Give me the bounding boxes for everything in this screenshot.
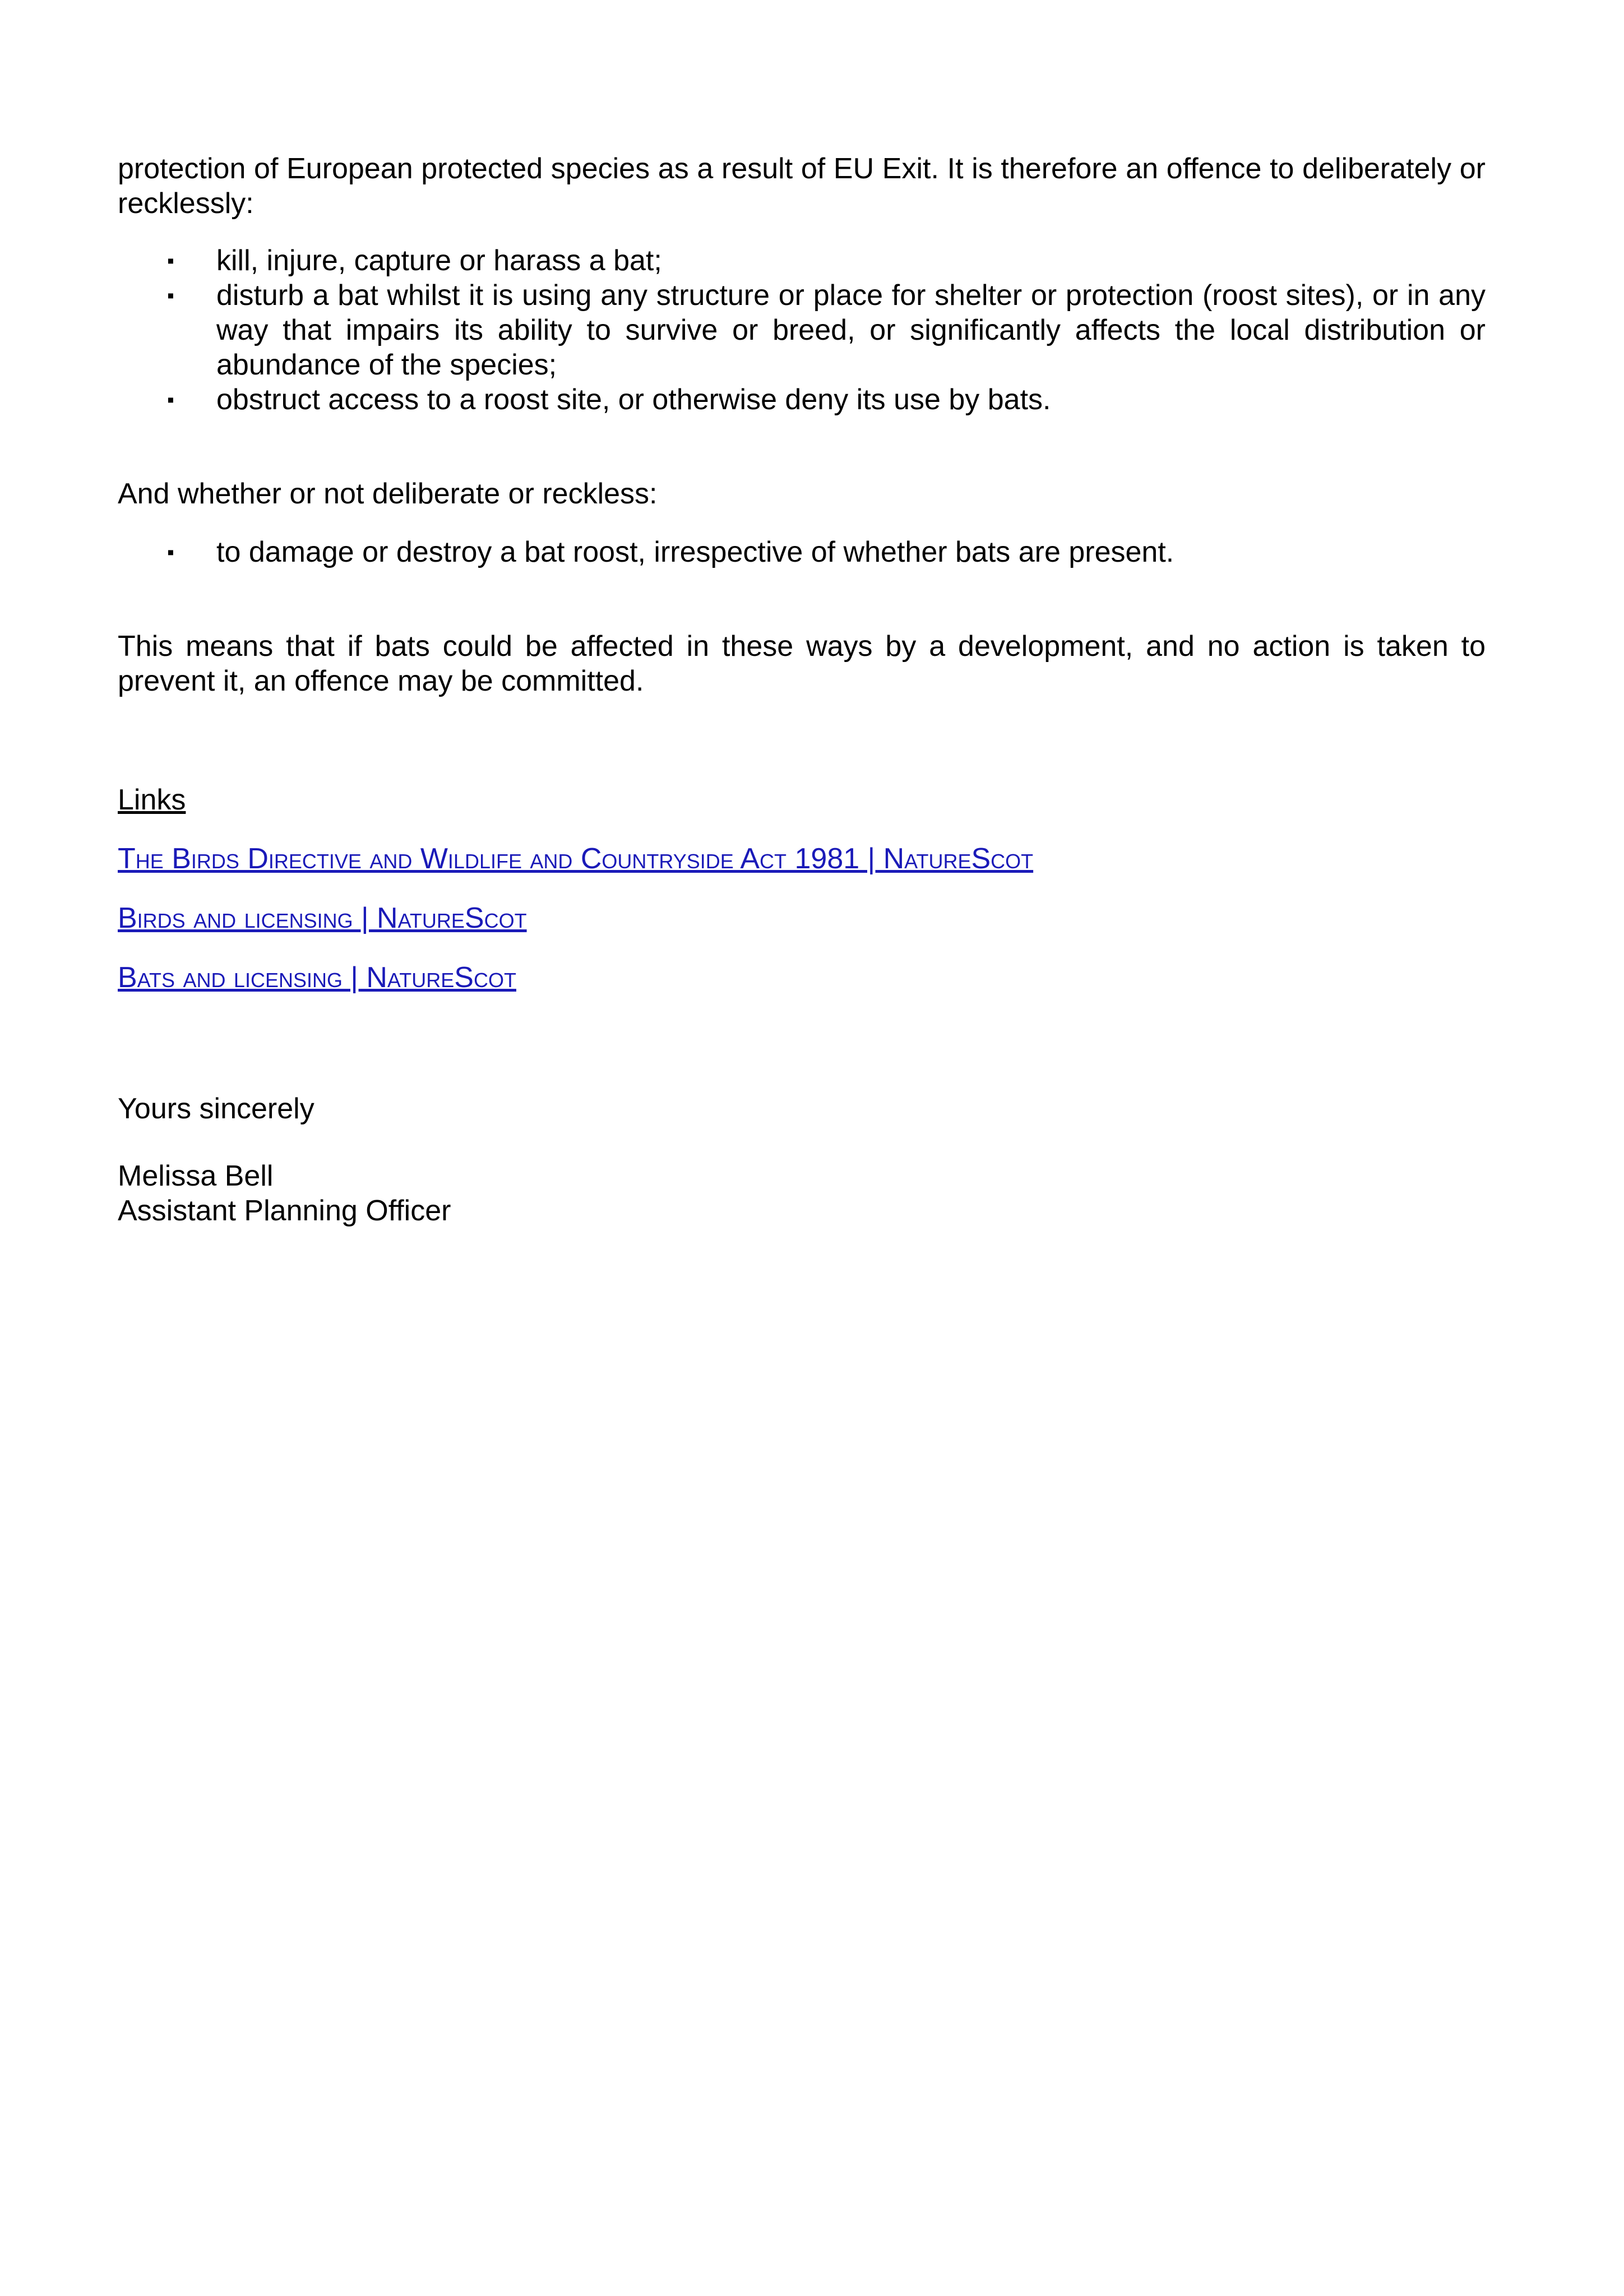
list-item-text: kill, injure, capture or harass a bat; [216, 244, 662, 277]
list-item [118, 278, 1486, 382]
signatory-name: Melissa Bell [118, 1160, 274, 1192]
offence-list [118, 243, 1486, 417]
list-item-text: obstruct access to a roost site, or otherwise deny its use by bats. [216, 383, 1051, 416]
list-item-text: to damage or destroy a bat roost, irrespective of whether bats are present. [216, 536, 1174, 568]
list-item [118, 535, 1486, 570]
whether-list [118, 535, 1486, 570]
consequence-paragraph: This means that if bats could be affected in these ways by a development, and no action is taken to prevent it, an offence may be committed. [118, 630, 1486, 697]
birds-licensing-link[interactable]: Birds and licensing | NatureScot [118, 902, 527, 934]
list-item [118, 243, 1486, 278]
signatory-title: Assistant Planning Officer [118, 1195, 451, 1227]
square-bullet-icon: ▪ [167, 540, 174, 563]
bats-licensing-link[interactable]: Bats and licensing | NatureScot [118, 961, 516, 994]
square-bullet-icon: ▪ [167, 249, 174, 272]
square-bullet-icon: ▪ [167, 388, 174, 411]
list-item [118, 382, 1486, 417]
square-bullet-icon: ▪ [167, 284, 174, 307]
letter-page [118, 151, 1486, 1228]
links-heading: Links [118, 784, 186, 816]
whether-paragraph: And whether or not deliberate or reckless: [118, 478, 658, 510]
salutation: Yours sincerely [118, 1093, 314, 1125]
birds-directive-link[interactable]: The Birds Directive and Wildlife and Countryside Act 1981 | NatureScot [118, 843, 1034, 875]
intro-paragraph: protection of European protected species as a result of EU Exit. It is therefore an offence to deliberately or recklessly: [118, 152, 1486, 220]
list-item-text: disturb a bat whilst it is using any structure or place for shelter or protection (roost sites), or in any way that impairs its ability to survive or breed, or significantly affects the local distribution or abundance of the species; [216, 279, 1486, 381]
